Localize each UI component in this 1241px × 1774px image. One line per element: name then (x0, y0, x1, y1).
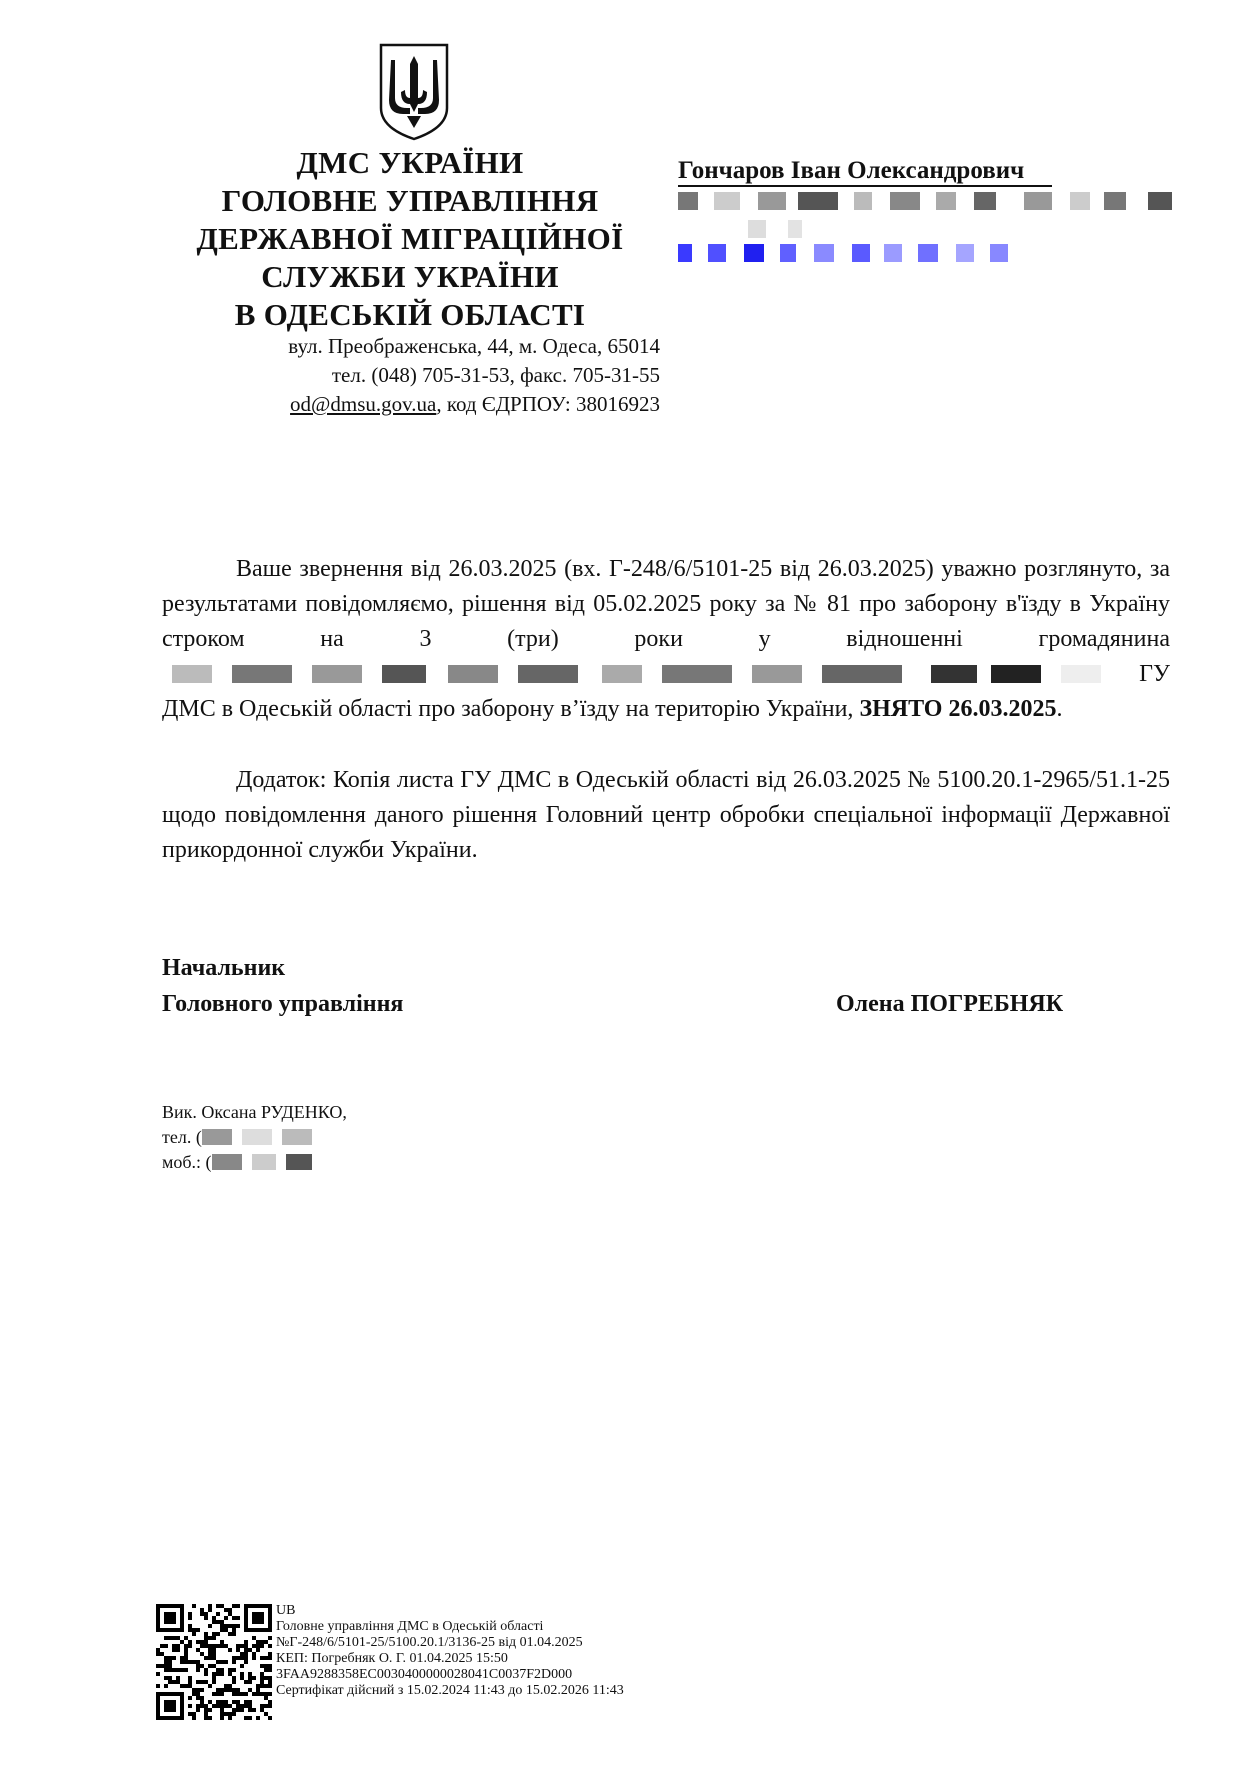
executor-phone (162, 1125, 347, 1150)
org-line-2: ГОЛОВНЕ УПРАВЛІННЯ (221, 183, 599, 218)
executor-phone-label: тел. ( (162, 1127, 202, 1147)
stamp-line-1: UB (276, 1603, 296, 1618)
recipient-name: Гончаров Іван Олександрович (678, 157, 1052, 187)
paragraph-decision-end: . (1056, 696, 1063, 722)
stamp-line-2: Головне управління ДМС в Одеській області (276, 1619, 544, 1634)
executor-name: Вик. Оксана РУДЕНКО, (162, 1102, 347, 1122)
stamp-line-6: Сертифікат дійсний з 15.02.2024 11:43 до 15.02.2026 11:43 (276, 1683, 624, 1698)
executor-phone-redacted (202, 1129, 322, 1145)
citizen-name-redacted-2 (931, 661, 1131, 685)
org-email-link[interactable]: od@dmsu.gov.ua (290, 392, 437, 416)
executor-mobile (162, 1150, 347, 1175)
org-address: вул. Преображенська, 44, м. Одеса, 65014 (288, 334, 660, 358)
org-phone: тел. (048) 705-31-53, факс. 705-31-55 (331, 363, 660, 387)
letter-body (162, 552, 1170, 868)
org-contacts (160, 332, 660, 419)
org-email-line (160, 390, 660, 419)
org-line-5: В ОДЕСЬКІЙ ОБЛАСТІ (234, 297, 586, 332)
signatory-title (162, 950, 403, 1022)
lifted-status: ЗНЯТО 26.03.2025 (859, 696, 1057, 722)
stamp-line-3: №Г-248/6/5101-25/5100.20.1/3136-25 від 01.04.2025 (276, 1635, 583, 1650)
executor-block (162, 1100, 347, 1175)
stamp-line-5: 3FAA9288358EC0030400000028041C0037F2D000 (276, 1667, 573, 1682)
executor-mobile-redacted (212, 1154, 322, 1170)
paragraph-attachment: Додаток: Копія листа ГУ ДМС в Одеській області від 26.03.2025 № 5100.20.1-2965/51.1-25 щодо повідомлення даного рішення Головний центр обробки спеціальної інформації Державної прикордонної служби України. (162, 767, 1170, 863)
org-line-4: СЛУЖБИ УКРАЇНИ (261, 259, 559, 294)
org-line-3: ДЕРЖАВНОЇ МІГРАЦІЙНОЇ (196, 221, 624, 256)
signatory-title-line-1: Начальник (162, 955, 286, 981)
signatory-title-line-2: Головного управління (162, 991, 404, 1017)
org-line-1: ДМС УКРАЇНИ (296, 145, 524, 180)
stamp-line-4: КЕП: Погребняк О. Г. 01.04.2025 15:50 (276, 1651, 508, 1666)
signatory-name: Олена ПОГРЕБНЯК (836, 991, 1064, 1017)
executor-mobile-label: моб.: ( (162, 1152, 212, 1172)
qr-code-icon (156, 1604, 272, 1720)
citizen-name-redacted (162, 661, 922, 685)
digital-signature-stamp (276, 1603, 624, 1699)
coat-of-arms-icon (377, 42, 451, 142)
recipient-address-redacted (678, 192, 1178, 267)
org-name (160, 144, 660, 334)
paragraph-decision-text: Ваше звернення від 26.03.2025 (вх. Г-248/6/5101-25 від 26.03.2025) уважно розглянуто, за результатами повідомляємо, рішення від 05.02.2025 року за № 81 про заборону в'їзду в Україну строком на 3 (три) роки у відношенні громадянина (162, 556, 1170, 652)
paragraph-decision (162, 552, 1170, 727)
paragraph-decision-text-2: ГУ ДМС в Одеській області про заборону в’їзду на територію України, (162, 661, 1170, 722)
org-edrpou: , код ЄДРПОУ: 38016923 (436, 392, 660, 416)
